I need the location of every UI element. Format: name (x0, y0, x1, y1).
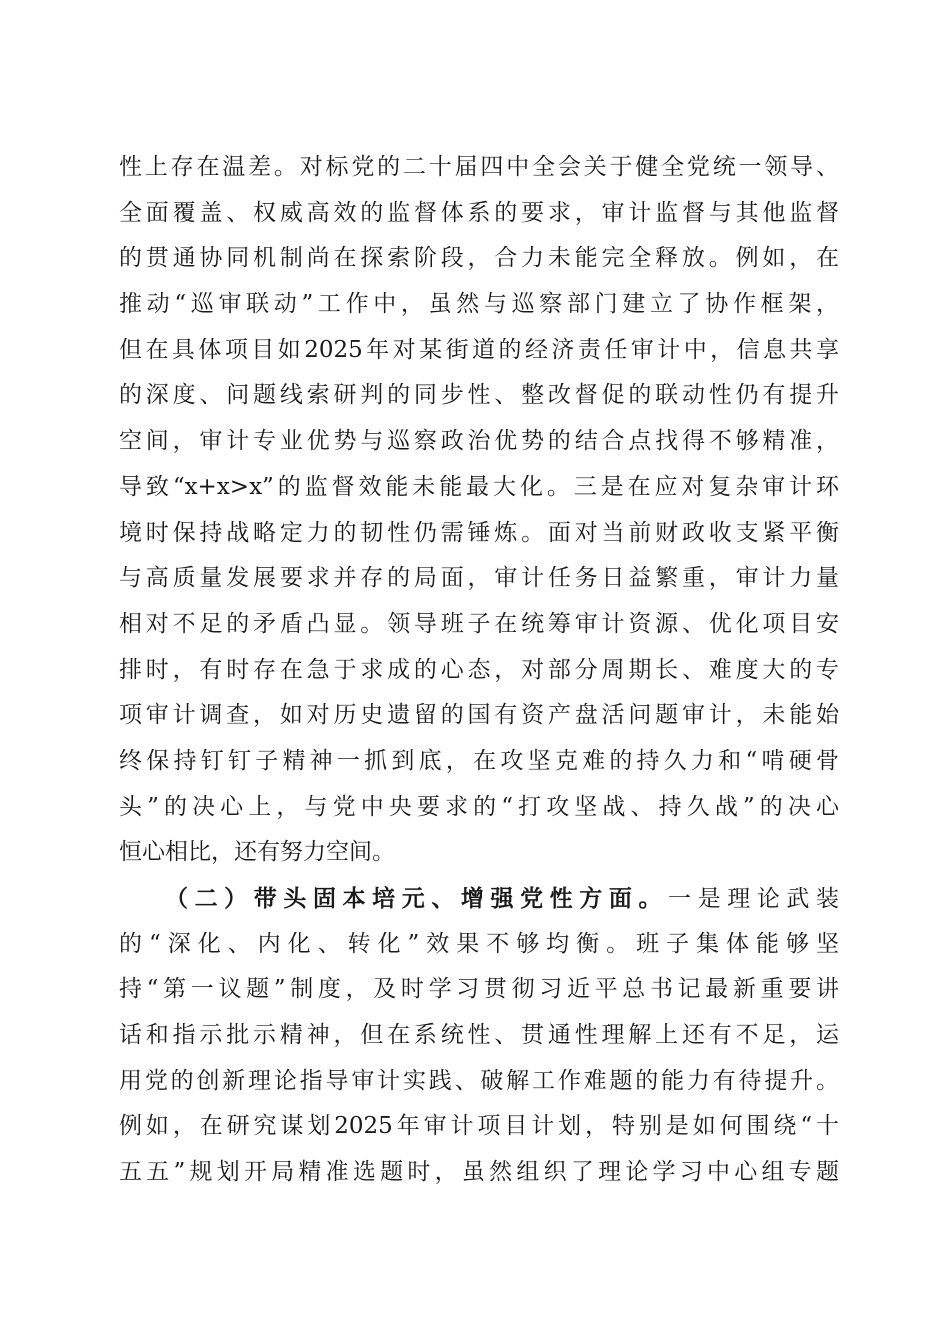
text-line: 终保持钉钉子精神一抓到底，在攻坚克难的持久力和“啃硬骨 (119, 747, 839, 774)
section-heading-line (119, 876, 839, 922)
body-text (119, 145, 839, 1196)
text-line: 的贯通协同机制尚在探索阶段，合力未能完全释放。例如，在 (119, 245, 839, 272)
text-line: 持“第一议题”制度，及时学习贯彻习近平总书记最新重要讲 (119, 976, 839, 1003)
text-line: 推动“巡审联动”工作中，虽然与巡察部门建立了协作框架， (119, 291, 839, 318)
text-line: 境时保持战略定力的韧性仍需锤炼。面对当前财政收支紧平衡 (119, 519, 839, 546)
text-line: 排时，有时存在急于求成的心态，对部分周期长、难度大的专 (119, 656, 839, 683)
text-line: 五五”规划开局精准选题时，虽然组织了理论学习中心组专题 (119, 1159, 839, 1186)
text-line: 相对不足的矛盾凸显。领导班子在统筹审计资源、优化项目安 (119, 610, 839, 637)
heading-line-text: 一是理论武装 (668, 886, 840, 912)
text-line: 性上存在温差。对标党的二十届四中全会关于健全党统一领导、 (119, 154, 839, 180)
text-line: 例如，在研究谋划2025年审计项目计划，特别是如何围绕“十 (119, 1113, 839, 1140)
text-line: 的“深化、内化、转化”效果不够均衡。班子集体能够坚 (119, 930, 839, 957)
text-line: 空间，审计专业优势与巡察政治优势的结合点找得不够精准， (119, 428, 839, 455)
text-line: 全面覆盖、权威高效的监督体系的要求，审计监督与其他监督 (119, 199, 839, 226)
text-line: 项审计调查，如对历史遗留的国有资产盘活问题审计，未能始 (119, 702, 839, 729)
text-line: 导致“x+x>x”的监督效能未能最大化。三是在应对复杂审计环 (119, 473, 839, 500)
text-line: 恒心相比，还有努力空间。 (119, 839, 395, 866)
text-line: 与高质量发展要求并存的局面，审计任务日益繁重，审计力量 (119, 565, 839, 592)
text-line: 话和指示批示精神，但在系统性、贯通性理解上还有不足，运 (119, 1022, 839, 1049)
section-heading: （二）带头固本培元、增强党性方面。 (165, 885, 669, 912)
text-line: 但在具体项目如2025年对某街道的经济责任审计中，信息共享 (119, 336, 839, 363)
text-line: 头”的决心上，与党中央要求的“打攻坚战、持久战”的决心 (119, 793, 839, 820)
text-line: 用党的创新理论指导审计实践、破解工作难题的能力有待提升。 (119, 1067, 839, 1094)
text-line: 的深度、问题线索研判的同步性、整改督促的联动性仍有提升 (119, 382, 839, 409)
